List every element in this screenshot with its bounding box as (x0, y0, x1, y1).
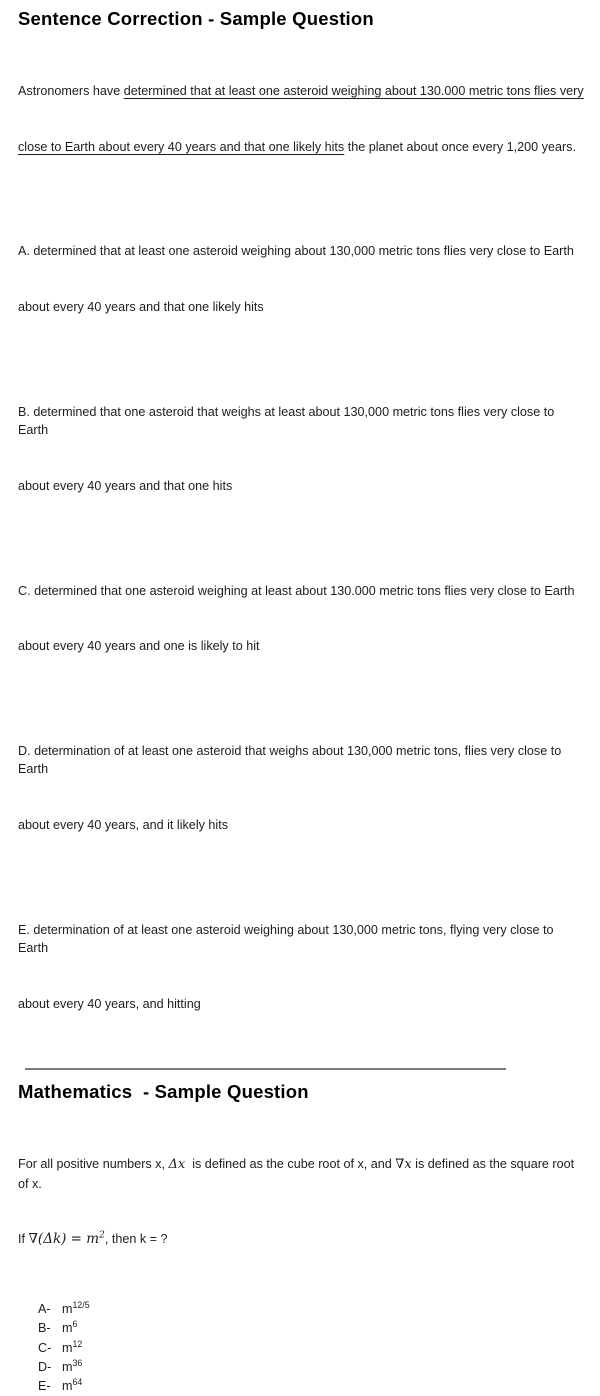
math-option-d-exponent: 36 (72, 1357, 83, 1368)
sc-option-c (18, 544, 587, 693)
math-option-c-exponent: 12 (72, 1338, 83, 1349)
math-option-a (38, 1300, 587, 1319)
math-option-b-exponent: 6 (72, 1319, 78, 1330)
math-option-b-label: B- (38, 1321, 51, 1336)
math-option-c-base: m (62, 1340, 73, 1355)
sc-option-e-line1: E. determination of at least one asteroid weighing about 130,000 metric tons, flying very close to Earth (18, 922, 558, 956)
math-q2-pre: If (18, 1232, 29, 1247)
sc-option-b (18, 366, 587, 533)
sc-option-d-line1: D. determination of at least one asteroid that weighs about 130,000 metric tons, flies very close to Earth (18, 743, 565, 777)
math-q1-mid: is defined as the cube root of x, and (185, 1156, 396, 1171)
expression-body: ∇(Δk) = m (28, 1231, 100, 1248)
sentence-correction-heading: Sentence Correction - Sample Question (18, 8, 374, 29)
nabla-delta-k-expression (29, 1231, 105, 1247)
sc-option-b-line1: B. determined that one asteroid that weighs at least about 130,000 metric tons flies very close to Earth (18, 404, 558, 438)
math-q2-post: , then k = ? (104, 1232, 168, 1247)
sc-option-b-line2: about every 40 years and that one hits (18, 479, 233, 494)
sc-option-a-line1: A. determined that at least one asteroid weighing about 130,000 metric tons flies very close to Earth (18, 244, 574, 259)
stem-line1-plain: Astronomers have (18, 84, 124, 99)
math-q1-pre: For all positive numbers x, (18, 1156, 169, 1171)
math-option-d (38, 1358, 587, 1377)
math-option-c (38, 1339, 587, 1358)
sc-question-stem (18, 45, 587, 194)
math-option-d-label: D- (38, 1359, 52, 1374)
stem-line2-underlined: close to Earth about every 40 years and that one likely hits (18, 139, 345, 154)
sc-option-d-line2: about every 40 years, and it likely hits (18, 818, 229, 833)
section-divider (25, 1068, 506, 1070)
math-question (18, 1118, 587, 1286)
math-option-b (38, 1319, 587, 1338)
stem-line2-plain: the planet about once every 1,200 years. (344, 139, 576, 154)
math-option-c-label: C- (38, 1340, 52, 1355)
math-option-d-base: m (62, 1359, 73, 1374)
stem-line-1 (18, 82, 587, 101)
sc-option-a-line2: about every 40 years and that one likely hits (18, 300, 264, 315)
math-option-a-exponent: 12/5 (72, 1299, 90, 1310)
math-option-e-base: m (62, 1378, 73, 1393)
sc-option-c-line1: C. determined that one asteroid weighing at least about 130.000 metric tons flies very close to Earth (18, 583, 575, 598)
stem-line-2 (18, 138, 587, 157)
math-option-e-exponent: 64 (72, 1376, 83, 1387)
math-question-line1 (18, 1155, 587, 1193)
mathematics-heading: Mathematics - Sample Question (18, 1080, 309, 1102)
math-option-a-label: A- (38, 1302, 51, 1317)
expression-exponent: 2 (99, 1230, 105, 1241)
sc-option-a (18, 205, 587, 354)
math-option-e (38, 1377, 587, 1396)
math-q1-post: is defined as the square root of x. (18, 1156, 578, 1191)
math-option-b-base: m (62, 1321, 73, 1336)
sc-option-e (18, 883, 587, 1050)
stem-line1-underlined: determined that at least one asteroid weighing about 130.000 metric tons flies very (123, 84, 584, 99)
nabla-x-symbol: ∇x (395, 1156, 412, 1172)
sc-option-e-line2: about every 40 years, and hitting (18, 997, 201, 1011)
math-options-list (38, 1300, 587, 1396)
delta-x-symbol: Δx (168, 1156, 186, 1172)
sc-option-d (18, 705, 587, 872)
math-question-line2 (18, 1230, 587, 1249)
math-option-a-base: m (62, 1302, 73, 1317)
sc-option-c-line2: about every 40 years and one is likely to hit (18, 639, 260, 654)
math-option-e-label: E- (38, 1378, 51, 1393)
